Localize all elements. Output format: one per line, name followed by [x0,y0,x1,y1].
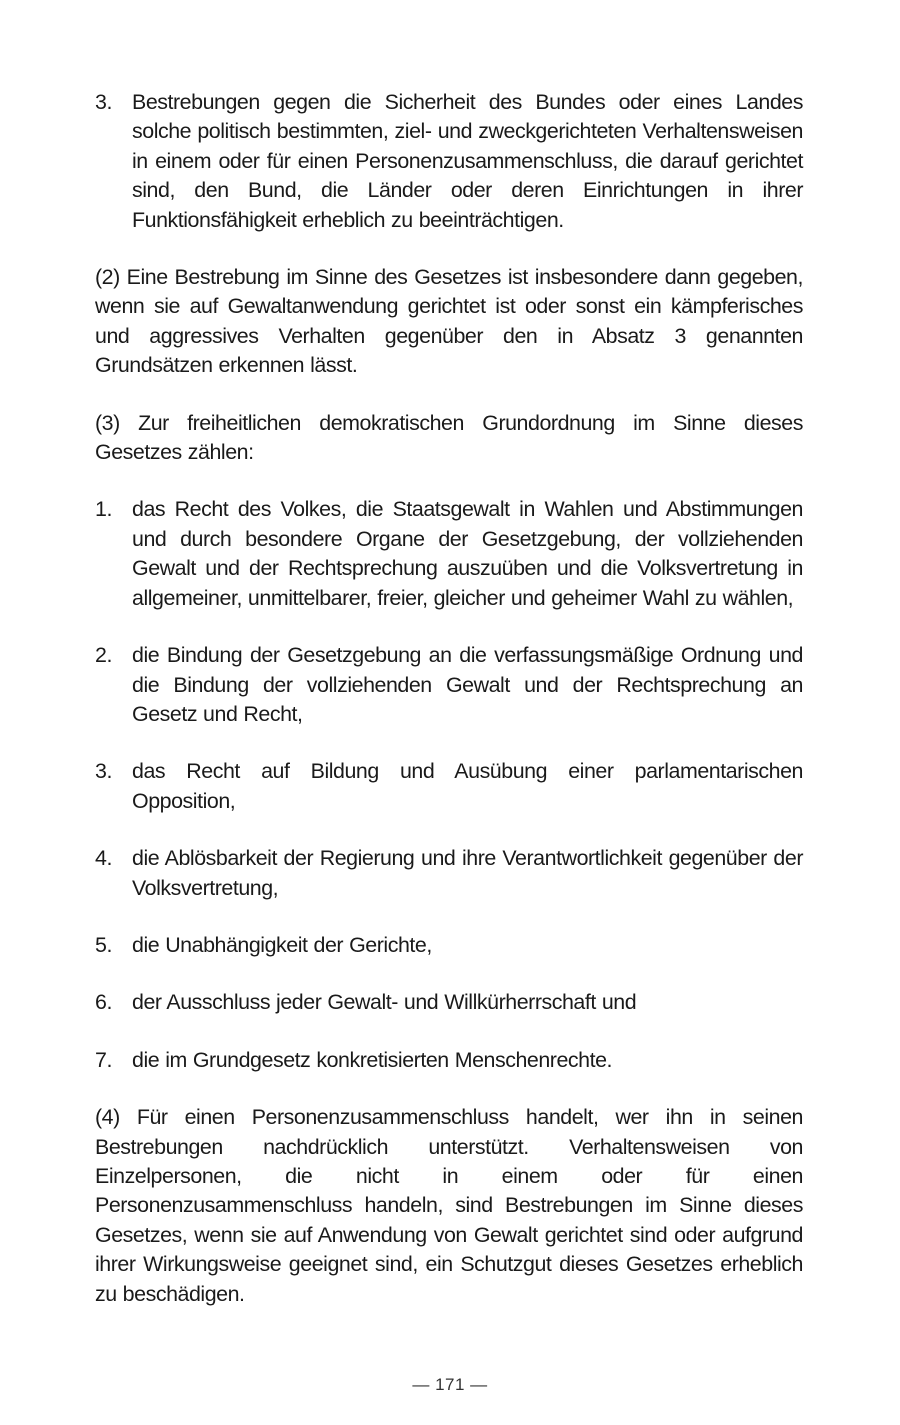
list-item-text: die Ablösbarkeit der Regierung und ihre Verantwortlichkeit gegenüber der Volksvertretung, [132,846,803,900]
paragraph-4: (4) Für einen Personenzusammenschluss handelt, wer ihn in seinen Bestrebungen nachdrücklich unterstützt. Verhaltensweisen von Einzelpersonen, die nicht in einem oder für einen Personenzusammenschluss handeln, sind Bestrebungen im Sinne dieses Gesetzes, wenn sie auf Anwendung von Gewalt gerichtet sind oder aufgrund ihrer Wirkungsweise geeignet sind, ein Schutzgut dieses Gesetzes erheblich zu beschädigen. [95,1105,803,1306]
list-item [95,495,803,613]
list-item-number: 7. [95,1047,112,1072]
list-item [95,641,803,729]
list-item-number: 6. [95,990,112,1015]
page-number: — 171 — [412,1375,488,1394]
list-item [95,88,803,235]
list-item-text: die im Grundgesetz konkretisierten Menschenrechte. [132,1047,613,1072]
document-page [95,88,803,1309]
list-item-text: die Unabhängigkeit der Gerichte, [132,932,432,957]
list-item-number: 3. [95,90,112,114]
list-item [95,931,803,960]
list-item-number: 4. [95,846,112,871]
list-item-text: das Recht auf Bildung und Ausübung einer parlamentarischen Opposition, [132,759,803,813]
list-item-text: Bestrebungen gegen die Sicherheit des Bundes oder eines Landes solche politisch bestimmten, ziel- und zweckgerichteten Verhaltensweisen in einem oder für einen Personenzusammenschluss, die darauf gerichtet sind, den Bund, die Länder oder deren Einrichtungen in ihrer Funktionsfähigkeit erheblich zu beeinträchtigen. [132,90,803,232]
paragraph-2: (2) Eine Bestrebung im Sinne des Gesetzes ist insbesondere dann gegeben, wenn sie auf Gewaltanwendung gerichtet ist oder sonst ein kämpferisches und aggressives Verhalten gegenüber den in Absatz 3 genannten Grundsätzen erkennen lässt. [95,265,803,378]
list-item-text: der Ausschluss jeder Gewalt- und Willkürherrschaft und [132,990,637,1015]
list-item [95,757,803,816]
list-item-number: 2. [95,643,112,668]
list-item-number: 3. [95,759,112,784]
list-item [95,1046,803,1075]
list-item [95,844,803,903]
list-item-text: das Recht des Volkes, die Staatsgewalt in Wahlen und Abstimmungen und durch besondere Organe der Gesetzgebung, der vollziehenden Gewalt und der Rechtsprechung auszuüben und die Volksvertretung in allgemeiner, unmittelbarer, freier, gleicher und geheimer Wahl zu wählen, [132,497,803,610]
list-item [95,988,803,1017]
list-item-text: die Bindung der Gesetzgebung an die verfassungsmäßige Ordnung und die Bindung der vollziehenden Gewalt und der Rechtsprechung an Gesetz und Recht, [132,643,803,726]
paragraph-3-intro: (3) Zur freiheitlichen demokratischen Grundordnung im Sinne dieses Gesetzes zählen: [95,410,803,465]
list-item-number: 1. [95,497,112,522]
list-item-number: 5. [95,932,112,957]
